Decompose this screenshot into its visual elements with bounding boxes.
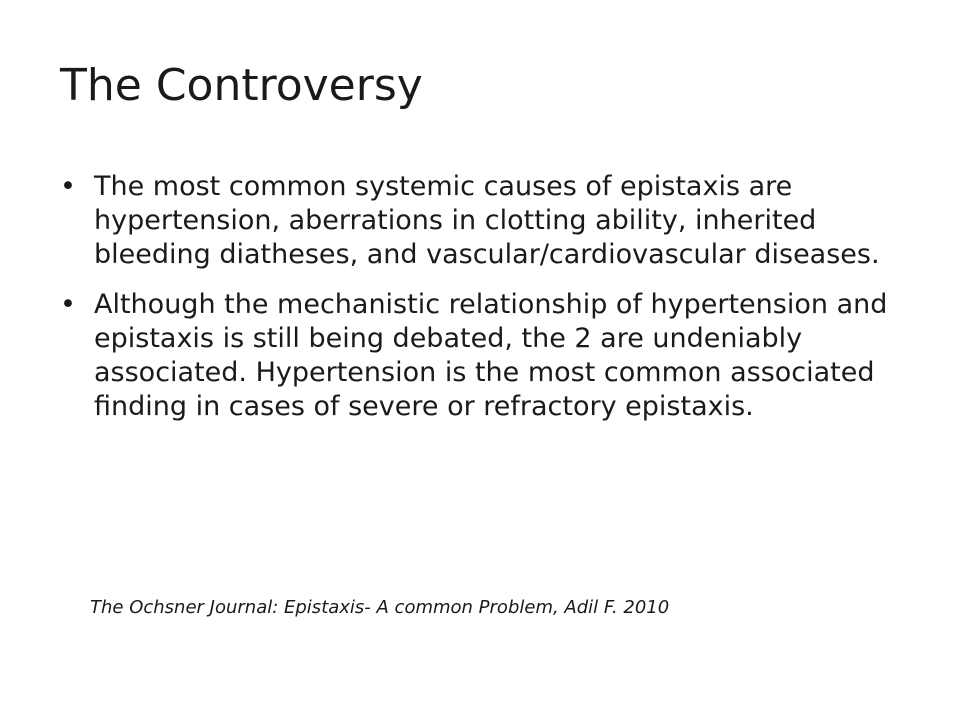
bullet-dot-icon: • bbox=[60, 289, 76, 320]
slide-title: The Controversy bbox=[60, 60, 423, 111]
citation: The Ochsner Journal: Epistaxis- A common Problem, Adil F. 2010 bbox=[90, 597, 670, 618]
bullet-dot-icon: • bbox=[60, 171, 76, 202]
bullet-text-causes: The most common systemic causes of epistaxis are hypertension, aberrations in clotting ability, inherited bleeding diatheses, and vascular/cardiovascular diseases. bbox=[94, 171, 880, 270]
bullet-item-hypertension bbox=[60, 288, 900, 424]
bullet-item-causes bbox=[60, 170, 900, 272]
bullet-list bbox=[60, 170, 900, 440]
bullet-text-hypertension: Although the mechanistic relationship of hypertension and epistaxis is still being debated, the 2 are undeniably associated. Hypertension is the most common associated finding in cases of severe or refractory epistaxis. bbox=[94, 289, 888, 422]
